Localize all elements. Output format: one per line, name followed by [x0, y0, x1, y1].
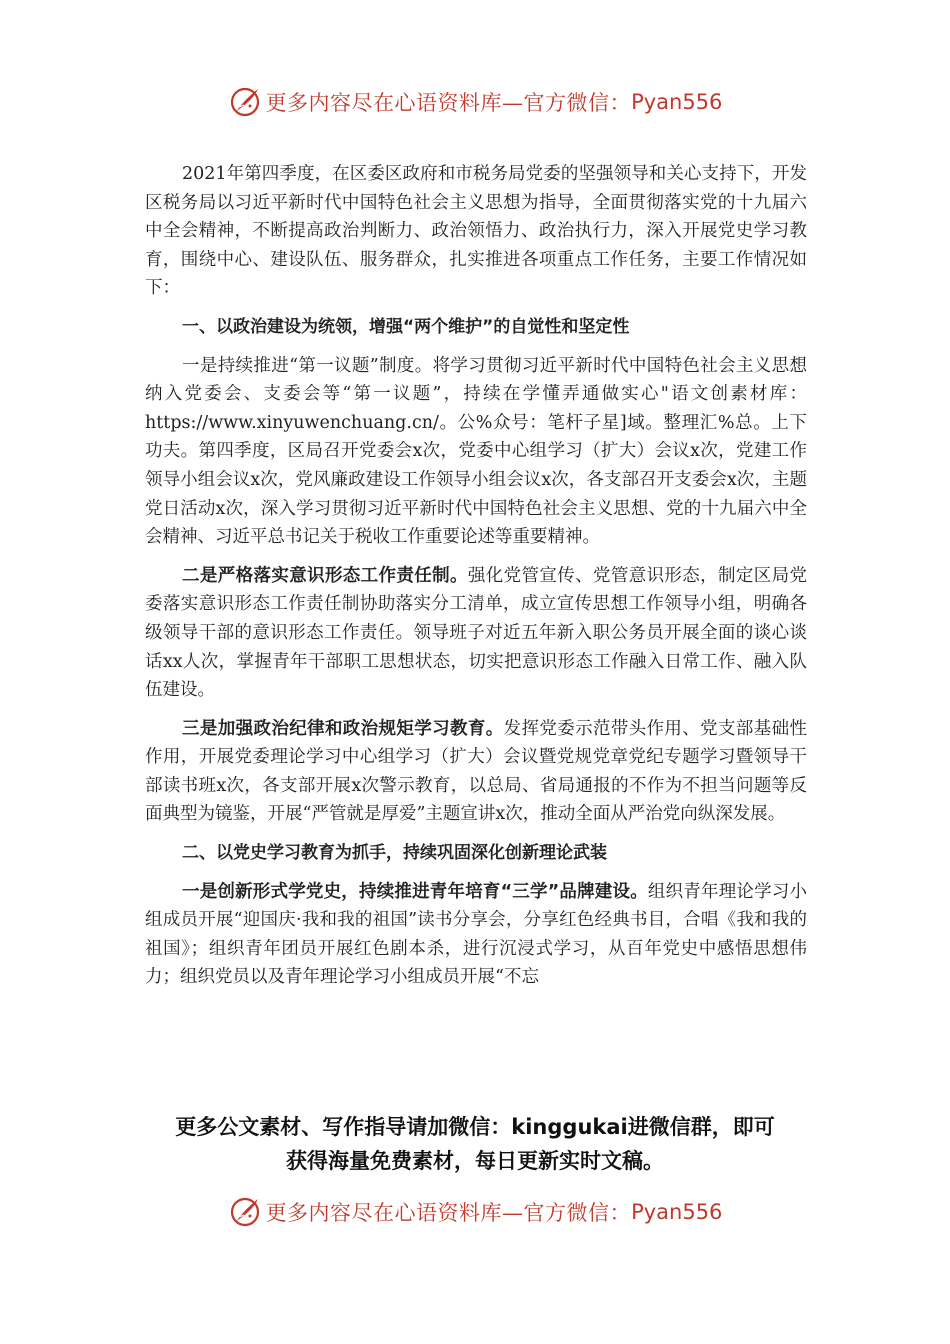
watermark-brand: Pyan556	[631, 90, 723, 114]
quill-logo-icon	[228, 85, 262, 119]
promo-line-1: 更多公文素材、写作指导请加微信：kinggukai进微信群，即可	[175, 1115, 775, 1139]
section-2-heading: 二、以党史学习教育为抓手，持续巩固深化创新理论武装	[182, 843, 607, 864]
paragraph-lead: 二是严格落实意识形态工作责任制。	[182, 565, 468, 586]
section-1-paragraph-2	[145, 562, 807, 705]
paragraph-text: 组织青年理论学习小组成员开展“迎国庆·我和我的祖国”读书分享会，分享红色经典书目，合唱《我和我的祖国》；组织青年团员开展红色剧本杀，进行沉浸式学习，从百年党史中感悟思想伟力；组织党员以及青年理论学习小组成员开展“不忘	[145, 881, 807, 988]
section-1-heading: 一、以政治建设为统领，增强“两个维护”的自觉性和坚定性	[182, 316, 630, 337]
paragraph-lead: 三是加强政治纪律和政治规矩学习教育。	[182, 718, 504, 739]
watermark-header	[0, 82, 950, 122]
quill-logo-icon	[228, 1195, 262, 1229]
paragraph-text: 发挥党委示范带头作用、党支部基础性作用，开展党委理论学习中心组学习（扩大）会议暨党规党章党纪专题学习暨领导干部读书班x次，各支部开展x次警示教育，以总局、省局通报的不作为不担当问题等反面典型为镜鉴，开展“严管就是厚爱”主题宣讲x次，推动全面从严治党向纵深发展。	[145, 718, 808, 825]
watermark-text: 更多内容尽在心语资料库—官方微信：	[265, 91, 632, 115]
promo-line-2: 获得海量免费素材，每日更新实时文稿。	[286, 1149, 664, 1173]
paragraph-text: 强化党管宣传、党管意识形态，制定区局党委落实意识形态工作责任制协助落实分工清单，成立宣传思想工作领导小组，明确各级领导干部的意识形态工作责任。领导班子对近五年新入职公务员开展全面的谈心谈话xx人次，掌握青年干部职工思想状态，切实把意识形态工作融入日常工作、融入队伍建设。	[145, 565, 808, 701]
document-body	[145, 160, 807, 1002]
intro-paragraph: 2021年第四季度，在区委区政府和市税务局党委的坚强领导和关心支持下，开发区税务局以习近平新时代中国特色社会主义思想为指导，全面贯彻落实党的十九届六中全会精神，不断提高政治判断力、政治领悟力、政治执行力，深入开展党史学习教育，围绕中心、建设队伍、服务群众，扎实推进各项重点工作任务，主要工作情况如下：	[145, 164, 807, 299]
paragraph-lead: 一是创新形式学党史，持续推进青年培育“三学”品牌建设。	[182, 881, 648, 902]
watermark-footer	[0, 1192, 950, 1232]
watermark-text: 更多内容尽在心语资料库—官方微信：	[265, 1201, 632, 1225]
watermark-brand: Pyan556	[631, 1200, 723, 1224]
section-1-paragraph-3	[145, 715, 807, 829]
promo-banner	[0, 1110, 950, 1178]
section-2-paragraph-1	[145, 878, 807, 992]
section-1-paragraph-1: 一是持续推进“第一议题”制度。将学习贯彻习近平新时代中国特色社会主义思想纳入党委会、支委会等“第一议题”，持续在学懂弄通做实心"语文创素材库：https://www.xinyuwenchuang.cn/。公%众号：笔杆子星]域。整理汇%总。上下功夫。第四季度，区局召开党委会x次，党委中心组学习（扩大）会议x次，党建工作领导小组会议x次，党风廉政建设工作领导小组会议x次，各支部召开支委会x次，主题党日活动x次，深入学习贯彻习近平新时代中国特色社会主义思想、党的十九届六中全会精神、习近平总书记关于税收工作重要论述等重要精神。	[145, 355, 807, 548]
